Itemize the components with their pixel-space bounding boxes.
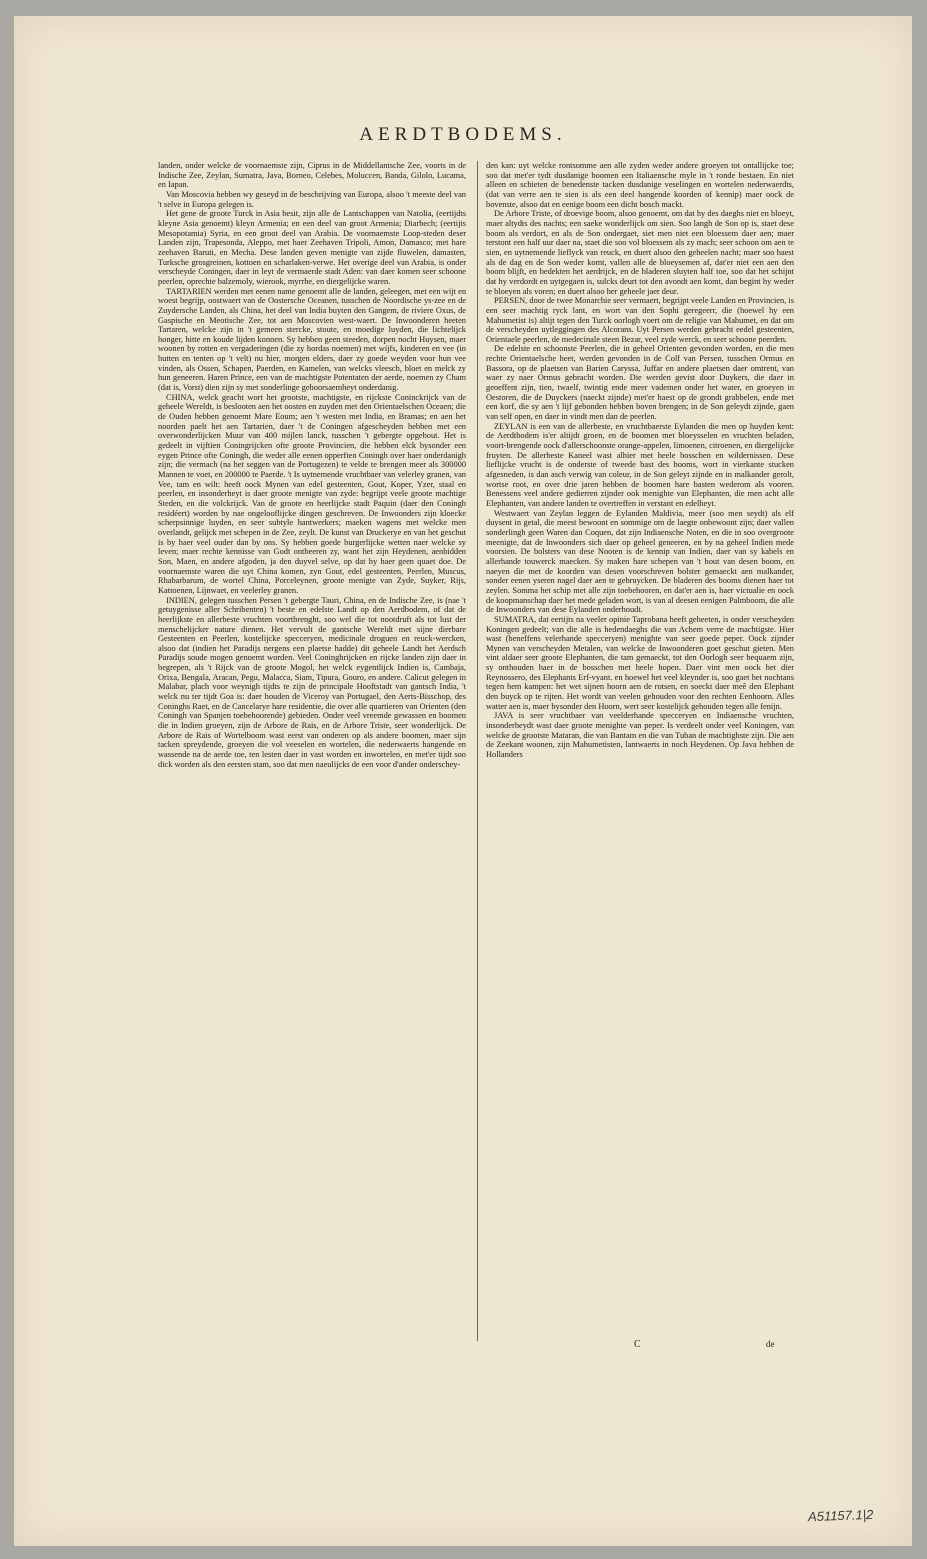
paragraph: Het gene de groote Turck in Asia besit, zijn alle de Lantschappen van Natolia, (eertijdts kleyne Asia genoemt) kleyn Armenia; en een deel van groot Armenia; Diarbech; (eertijts Mesopotamia) Syria, en een groot deel van Arabia. De voornaemste Loop-steden deser Landen zijn, Trapesonda, Aleppo, met haer Zeehaven Tripoli, Amon, Damasco; met hare zeehaven Baruti, en Mecha. Dese landen geven menigte van zijde fluwelen, damasten, Turksche grosgreinen, kottoen en scharlaken-verwe. Het overige deel van Arabia, is onder verscheyde Coningen, daer in leyt de vermaerde stadt Aden: van daer komen seer schoone peerlen, oprechte balzemoly, wierook, myrrhe, en diergelijcke waren. (158, 209, 466, 286)
page-sheet (14, 16, 912, 1546)
catchword: de (766, 1339, 775, 1349)
paragraph: PERSEN, door de twee Monarchie seer vermaert, begrijpt veele Landen en Provincien, is een seer machtig ryck lant, en wort van den Sophi geregeerr, die (hoewel hy een Mahumetist is) altijt tegen den Turck oorlogh voert om de religie van Mahumet, en dat om de verscheyden uytleggingen des Alcorans. Uyt Persen werden gebracht eedel gesteenten, Orientaele peerlen, de medecinale steen Bezar, veel zyde werck, en seer schoone peerden. (486, 296, 794, 344)
right-column (486, 161, 794, 1341)
paragraph: TARTARIEN werden met eenen name genoemt alle de landen, geleegen, met een wijt en woest begrijp, oostwaert van de Oostersche Oceanen, tusschen de Noordische ys-zee en de Zuydersche Landen, als China, het deel van India buyten den Gangem, de riviere Oxus, de Gaspische en Meotische Zee, tot aen Moscovien west-waert. De Inwoonderen heeten Tartaren, welcke zijn in 't gemeen stercke, stoute, en moedige luyden, die lichtelijck honger, hitte en koude lijden konnen. Sy hebben geen steeden, dorpen nocht Huysen, maer woonen by rotten en vergaderingen (die zy hordas noemen) met wijfs, kinderen en vee (in hutten en tenten op 't velt) nu hier, morgen elders, daer zy goede weyden voor hun vee vinden, als Ossen, Schapen, Paerden, en Kamelen, van welcks vleesch, bloet en melck zy hun geneeren. Haren Prince, een van de machtigste Potentaten der aerde, noemen zy Cham (dat is, Vorst) dien zijn sy met sonderlinge gehoorsaemheyt onderdanig. (158, 286, 466, 393)
paragraph: CHINA, welck geacht wort het grootste, machtigste, en rijckste Coninckrijck van de geheele Wereldt, is beslooten aen het oosten en zuyden met den Orientaelschen Oceaen; die de Ouden hebben genoemt Mare Eoum; aen 't westen met India, en Bramas; en aen het noorden paelt het aen Tartarien, daer 't de Coningen afgescheyden hebben met een overwonderlijcken Muur van 400 mijlen lanck, tusschen 't gebergte opgebout. Het is gedeelt in vijftien Coningrijcken ofte groote Provincien, die hebben elck bysonder een eygen Prince ofte Coningh, die weder alle eenen opperften Coningh over haer onderdanigh zijn; die vermach (na het seggen van de Portugezen) te velde te brengen meer als 300000 Mannen te voet, en 200000 te Paerde. 't Is uytnemende vruchtbaer van velerley granen, van Vee, tam en wilt: heeft oock Mynen van edel gesteenten, Gout, Koper, Yzer, staal en peerlen, en insonderheyt is daer groote menigte van zyde: begrijpt veele groote machtige Steden, en die volckrijck. Van de groote en heerlijcke stadt Paquin (daer den Coningh residéert) worden by nae ongelooflijcke dingen geschreven. De Inwoonders zijn kloecke scherpsinnige luyden, en seer subtyle hantwerkers; maeken wagens met welcke men overlandt, gelijck met schepen in de Zee, zeylt. De kunst van Druckerye en van het geschut is by haer veel ouder dan by ons. Sy hebben goede burgerlijcke wetten naer welcke sy leven; maer rechte kennisse van Godt ontbeeren zy, want het zijn Heydenen, aenbidden Son, Maen, en andere afgoden, ja den duyvel selve, op dat hy haer geen quaet doe. De voornaemste waren die uyt China komen, zyn Gout, edel gesteenten, Peerlen, Muscus, Rhabarbarum, de wortel China, Porceleynen, groote menigte van Zyde, Suyker, Rijs, Kattoenen, Lijnwaet, en veelerley granen. (158, 392, 466, 595)
paragraph: SUMATRA, dat eertijts na veeler opinie Taprobana heeft geheeten, is onder verscheyden Koningen gedeelt; van die alle is hedendaeghs die van Achem verre de machtigste. Hier wast (beneffens velerhande specceryen) menighte van seer goede peper. Oock zijnder Mynen van verscheyden Metalen, van welcke de Inwoonderen goet geschut gieten. Men vint aldaer seer groote Elephanten, die tam gemaeckt, tot den Oorlogh seer bequaem zijn, sy onthouden haer in de bosschen met heele hopen. Daer vint men oock het dier Reynossero, des Elephants Erf-vyant. en hoewel het veel kleynder is, soo gaet het nochtans tegen hem kampen: het wet sijnen hoorn aen de rotsen, en soeckt daer meê den Elephant den buyck op te rijten. Het wordt van veelen gehouden voor den rechten Eenhoorn. Alles watter aen is, maer bysonder den Hoorn, wert seer kostelijck gehouden tegen alle fenijn. (486, 614, 794, 711)
column-divider (477, 161, 478, 1341)
paragraph: INDIEN, gelegen tusschen Persen 't gebergte Tauri, China, en de Indische Zee, is (nae 't getuygenisse aller Schribenten) 't beste en edelste Landt op den Aerdbodem, of dat de heerlijkste en allerbeste vruchten voortbrenght, soo wel die tot nootdruft als tot lust der menschelijcker nature dienen. Het vervult de gantsche Wereldt met sijne dierbare Gesteenten en Peerlen, kostelijcke specceryen, medicinale droguen en reuck-wercken, alsoo dat (indien het Paradijs nergens een plaetse hadde) dit geheele Landt het Aerdsch Paradijs soude mogen genoemt worden. Veel Coninghrijcken en rijcke landen zijn daer in begrepen, als 't Rijck van de groote Mogol, het welck eygentlijck Indien is, Cambaja, Orixa, Bengala, Aracan, Pegu, Malacca, Siam, Tipura, Gouro, en andere. Calicut gelegen in Malabar, plach voor weynigh tijdts te zijn de principale Hooftstadt van gantsch India, 't welck nu ter tijdt Goa is: daer houden de Viceroy van Portugael, den Aerts-Bisschop, des Coninghs Raet, en de Cancelarye hare residentie, die over alle quartieren van Orienten (den Coningh van Spanjen toebehoorende) gebieden. Onder veel vreemde gewassen en boomen die in Indien groeyen, zijn de Arbore de Rais, en de Arbore Triste, seer wonderlijck. De Arbore de Rais of Wortelboom wast eerst van onderen op als andere boomen, maer sijn tacken spreydende, groeyen die vol veeselen en wortelen, die nederwaerts hangende en wassende na de aerde toe, ten lesten daer in vast worden en inwortelen, en met'er tijdt soo dick worden als den eersten stam, soo dat men naeulijcks de een voor d'ander onderschey- (158, 595, 466, 769)
page-heading: AERDTBODEMS. (359, 124, 567, 145)
paragraph: De Arbore Triste, of droevige boom, alsoo genoemt, om dat hy des daeghs niet en bloeyt, maer altydts des nachts; een saeke wonderlijck om sien. Soo langh de Son op is, staet dese boom als verdort, en als de Son ondergaet, siet men niet een bloessem daer aen; maer terstont een half uur daer na, staet die soo vol bloessem als zy mach; seer schoon om aen te sien, en uytnemende lieflyck van reuck, en duert alsoo den geheelen nacht; maer soo haest als de dag en de Son weder komt, vallen alle de bloeysemen af, dat'er niet een aen den boom blijft, en bedekten het aerdrijck, en de bladeren sluyten half toe, soo dat het schijnt dat hy verdordt en uytgegaen is, sulcks deurt tot den avondt aen komt, dan begint hy weder te bloeyen als voren; en duert alsoo her geheele jaer deur. (486, 209, 794, 296)
paragraph: Van Moscovia hebben wy geseyd in de beschrijving van Europa, alsoo 't meeste deel van 't selve in Europa gelegen is. (158, 189, 466, 209)
paragraph: ZEYLAN is een van de allerbeste, en vruchtbaerste Eylanden die men op huyden kent: de Aerdtbodem is'er altijdt groen, en de boomen met bloeysselen en vruchten beladen, voort-brengende oock d'allerschoonste orange-appelen, limoenen, citroenen, en diergelijcke fruyten. De allerbeste Kaneel wast alhier met heele bosschen en wildernissen. Dese lieflijcke vrucht is de onderste of tweede bast des booms, wort in vierkante stucken afgesneden, is dan asch verwig van coleur, in de Son geleyt zijnde en in malkander gerolt, wortse root, en over drie jaren hebben de boomen hare basten wederom als vooren. Benessens veel andere gedierren zijnder ook menighte van Elephanten, die men acht alle Elephanten, van andere landen te overtreffen in verstant en edelheyt. (486, 421, 794, 508)
paragraph: De edelste en schoonste Peerlen, die in geheel Orienten gevonden worden, en die men rechte Orientaelsche heet, werden gevonden in de Colf van Persen, tusschen Ormus en Bassora, op de plaetsen van Barien Caryssa, Juffar en andere plaetsen daer omtrent, van waer zy naer Ormus gebracht worden. Die werden gevist door Duykers, die daer in geoeffent zijn, tien, twaelf, twintig ende meer vademen onder het water, en groeyen in Oestoren, die de Duyckers (naeckt zijnde) met'er haest op de grondt grabbelen, ende met een korf, die sy aen 't lijf gebonden hebben boven brengen; in de Son geleydt zijnde, gaen van self open, en daer in vindt men dan de peerlen. (486, 344, 794, 422)
paragraph: den kan: uyt welcke rontsomme aen alle zyden weder andere groeyen tot ontallijcke toe; soo dat met'er tydt dusdanige boomen een Italiaensche myle in 't ronde bestaen. En niet alleen en schieten de benedenste tacken dusdanige veselingen en wortelen nederwaerdts, (dat van verre aen te sien is als een deel hangende koorden of kennip) maer oock de bovenste, alsoo dat en eenige boom een dicht bosch mackt. (486, 161, 794, 209)
paragraph: landen, onder welcke de voornaemste zijn, Ciprus in de Middellantsche Zee, voorts in de Indische Zee, Zeylan, Sumatra, Java, Borneo, Celebes, Moluccen, Banda, Gilolo, Lucama, en Iapan. (158, 161, 466, 190)
left-column (158, 161, 466, 1351)
paragraph: Westwaert van Zeylan leggen de Eylanden Maldivia, meer (soo men seydt) als elf duysent in getal, die meest bewoont en sommige om de laegte onbewoont zijn; daer vallen sonderlingh geen Waren dan Coquen, dat zijn Indiaensche Noten, en die in soo overgroote meenigte, dat de Inwoonders sich daer op geheel geneeren, en by na geheel Indien mede voorsien. De bolsters van dese Nooten is de kennip van Indien, daer van sy kabels en allerhande touwerck maecken. Sy maken hare schepen van 't hout van desen boom, en naeyen die met de koorden van desen voorschreven bolster gemaeckt aen malkander, sonder eenen yseren nagel daer aen te gebruycken. De bladeren des booms dienen haer tot zeylen. Somma het schip met alle zijn toebehooren, en dat'er aen is, haer victualie en oock de koopmanschap daer het mede geladen wort, is van al deesen eenigen Palmboom, die alle de Inwoonders van dese Eylanden onderhoudt. (486, 508, 794, 615)
paragraph: JAVA is seer vruchtbaer van veelderhande specceryen en Indiaensche vruchten, insonderheydt wast daer groote menighte van peper. Is verdeelt onder veel Koningen, van welcke de grootste Mataran, die van Bantam en die van Tuban de machtighste zijn. Die aen de Zeekant woonen, zijn Mahumetisten, lantwaerts in noch Heydenen. Op Java hebben de Hollanders (486, 711, 794, 760)
archive-inventory-mark: A51157.1|2 (807, 1506, 874, 1525)
signature-mark: C (634, 1339, 641, 1350)
